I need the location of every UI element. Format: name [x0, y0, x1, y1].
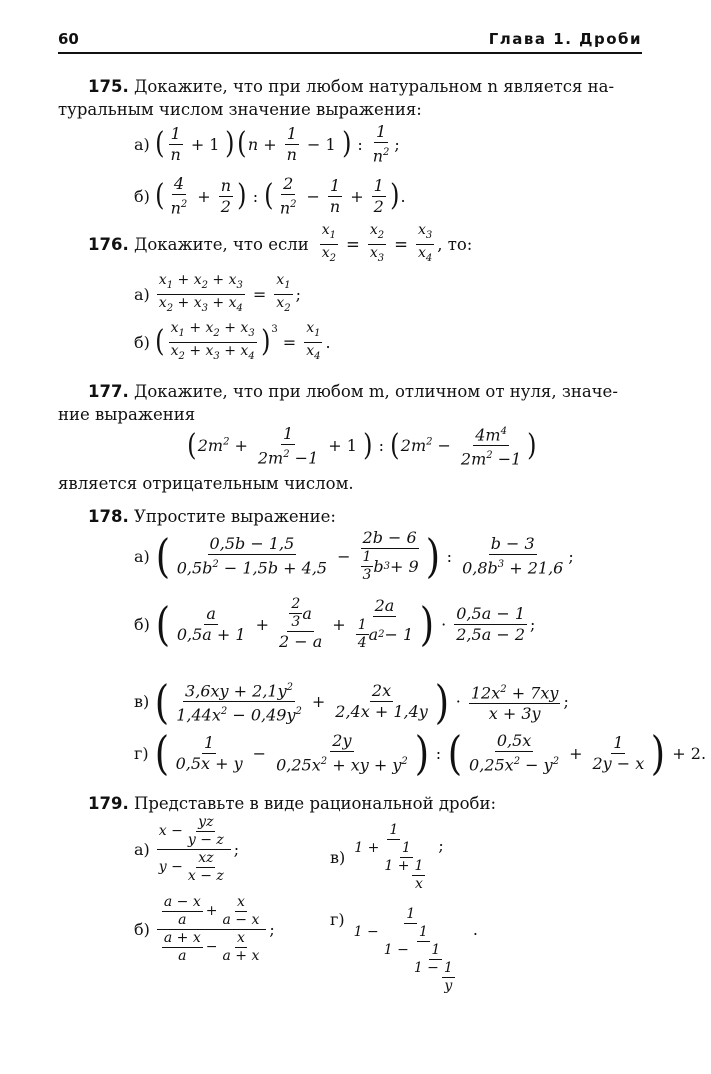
item-label: а) [134, 284, 150, 304]
problem-175-text-cont: туральным числом значение выражения: [58, 100, 422, 119]
formula-179g: г) 1 1 − 1 1 − 1 1 − 1 y . [330, 906, 478, 994]
formula-179a: а) x − yz y − z y − xz x − z ; [134, 814, 240, 884]
formula-179b: б) a − x a + x a − x a + x a − x a + x ; [134, 894, 275, 964]
problem-number: 178. [88, 507, 129, 526]
problem-number: 175. [88, 77, 129, 96]
formula-178g: г) ( 1 0,5x + y − $\frac{2y}{0,25x^2 + xy + y^2}$ ) : ( 0,5x $0,25x^2 - y^2$ + $\frac{1}{2y - x}$ ) + 2. [134, 726, 707, 780]
problem-number: 176. [88, 234, 129, 254]
item-label: г) [134, 743, 149, 763]
item-label: а) [134, 134, 150, 154]
item-label: в) [330, 848, 346, 867]
item-label: б) [134, 614, 150, 634]
problem-175-text [88, 75, 644, 98]
item-label: г) [330, 910, 345, 929]
formula-176a: а) $\frac{x_1 + x_2 + x_3}{x_2 + x_3 + x_4}$ = $\frac{x_1}{x_2}$ ; [134, 272, 301, 314]
problem-number: 177. [88, 382, 129, 401]
problem-text: Докажите, что при любом m, отличном от нуля, значе- [128, 382, 618, 401]
problem-text-then: , то: [437, 234, 473, 254]
problem-text: Докажите, что при любом натуральном n является на- [128, 77, 615, 96]
formula-175a: а) ( 1 n + 1 ) ( n + $\frac{1}{n}$ − 1 ) : 1 $n^2$ ; [134, 122, 400, 166]
item-label: в) [134, 692, 150, 712]
chapter-title: Глава 1. Дроби [488, 30, 642, 48]
formula-179v: в) 1 1 + 1 1 + 1 x ; [330, 822, 444, 892]
item-label: б) [134, 920, 150, 939]
problem-179-text [88, 792, 644, 815]
page-header [58, 30, 642, 54]
formula-178a: а) ( 0,5b − 1,5 $0,5b^2 - 1,5b + 4,5$ − 2b − 6 1 3 b 3 + 9 ) : b − 3 $0,8b^3 + 21,6$ ; [134, 528, 574, 583]
formula-177: ( $2m^2$ + $\frac{1}{2m^2 -1}$ + 1 ) : ( $2m^2$ − $\frac{4m^4}{2m^2 -1}$ ) [187, 423, 537, 469]
formula-178b: б) ( a 0,5a + 1 + 2 3 a 2 − a + 2a 1 4 a 2 − 1 ) · 0,5a − 1 2,5a − 2 ; [134, 596, 536, 651]
problem-177-text [88, 380, 644, 403]
problem-text: Представьте в виде рациональной дроби: [128, 794, 497, 813]
formula-176b: б) ( $x_1 + x_2 + x_3$ $x_2 + x_3 + x_4$ ) $^3$ = $\frac{x_1}{x_4}$ . [134, 320, 331, 362]
item-label: б) [134, 186, 150, 206]
item-label: а) [134, 840, 150, 859]
problem-177-text-cont: ние выражения [58, 405, 196, 424]
formula-178v: в) ( $3,6xy + 2,1y^2$ $1,44x^2 - 0,49y^2$ + $\frac{2x}{2,4x + 1,4y}$ ) · $12x^2 + 7xy$ x + 3y ; [134, 674, 569, 729]
problem-177-after: является отрицательным числом. [58, 474, 354, 493]
item-label: б) [134, 332, 150, 352]
page-number: 60 [58, 30, 79, 48]
problem-number: 179. [88, 794, 129, 813]
problem-176-text: 176. Докажите, что если $\frac{x_1}{x_2}$ = $\frac{x_2}{x_3}$ = $\frac{x_3}{x_4}$ , то: [88, 222, 473, 264]
problem-178-text [88, 505, 644, 528]
formula-175b: б) ( 4 $n^2$ + $\frac{n}{2}$ ) : ( 2 $n^2$ − $\frac{1}{n}$ + $\frac{1}{2}$ ) . [134, 174, 406, 218]
problem-text: Докажите, что если [128, 234, 309, 254]
problem-text: Упростите выражение: [128, 507, 336, 526]
item-label: а) [134, 546, 150, 566]
